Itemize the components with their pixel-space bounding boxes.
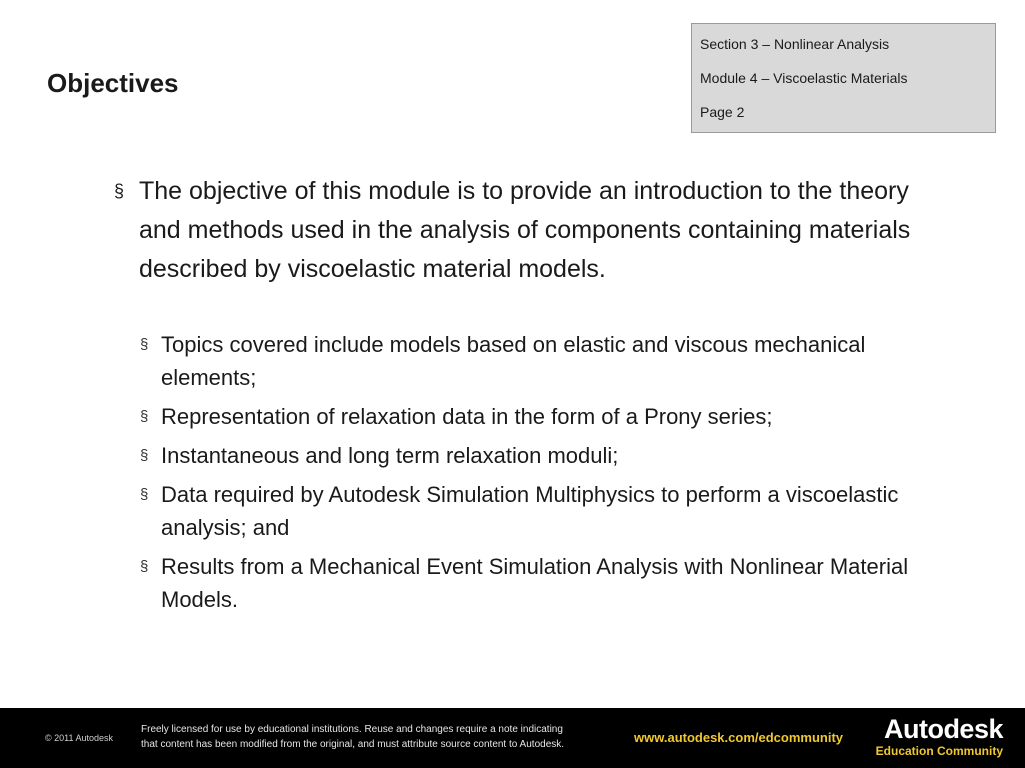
bullet-marker-icon: § xyxy=(140,558,149,575)
main-bullet xyxy=(114,172,914,289)
logo-name: Autodesk xyxy=(883,714,1003,744)
bullet-marker-icon: § xyxy=(114,181,125,201)
license-text xyxy=(141,722,631,752)
sub-bullet-item xyxy=(140,550,920,616)
autodesk-logo xyxy=(868,714,1003,758)
sub-bullet-item xyxy=(140,478,920,544)
section-info-box xyxy=(691,23,996,133)
section-label: Section 3 – Nonlinear Analysis xyxy=(700,36,890,52)
copyright-text: © 2011 Autodesk xyxy=(45,733,114,743)
page-label: Page 2 xyxy=(700,104,745,120)
license-line: Freely licensed for use by educational institutions. Reuse and changes require a note indicating xyxy=(141,724,563,735)
footer-bar xyxy=(0,708,1025,768)
license-line: that content has been modified from the original, and must attribute source content to Autodesk. xyxy=(141,739,565,750)
slide-title: Objectives xyxy=(47,68,179,98)
sub-bullet-item xyxy=(140,328,920,394)
bullet-marker-icon: § xyxy=(140,336,149,353)
sub-bullet-text: Data required by Autodesk Simulation Multiphysics to perform a viscoelastic analysis; and xyxy=(161,482,899,540)
sub-bullet-text: Results from a Mechanical Event Simulation Analysis with Nonlinear Material Models. xyxy=(161,554,909,612)
main-bullet-text: The objective of this module is to provide an introduction to the theory and methods used in the analysis of components containing materials described by viscoelastic material models. xyxy=(139,177,911,283)
sub-bullet-text: Topics covered include models based on elastic and viscous mechanical elements; xyxy=(161,332,866,390)
edcommunity-link[interactable]: www.autodesk.com/edcommunity xyxy=(634,730,844,745)
sub-bullet-text: Instantaneous and long term relaxation moduli; xyxy=(161,443,619,468)
sub-bullet-text: Representation of relaxation data in the form of a Prony series; xyxy=(161,404,773,429)
bullet-marker-icon: § xyxy=(140,408,149,425)
module-label: Module 4 – Viscoelastic Materials xyxy=(700,70,908,86)
sub-bullet-item xyxy=(140,439,920,472)
sub-bullet-list xyxy=(140,328,920,622)
bullet-marker-icon: § xyxy=(140,486,149,503)
bullet-marker-icon: § xyxy=(140,447,149,464)
logo-subtitle: Education Community xyxy=(875,744,1003,758)
sub-bullet-item xyxy=(140,400,920,433)
